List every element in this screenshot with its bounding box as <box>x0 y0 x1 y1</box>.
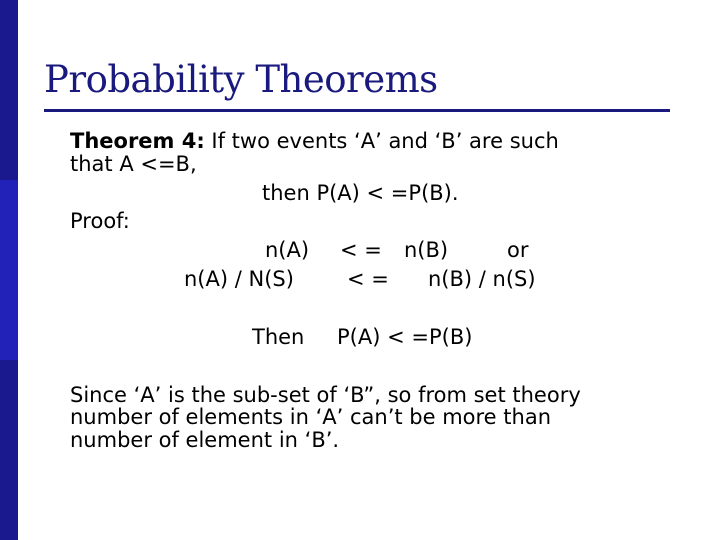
theorem-line-2: that A <=B, <box>70 152 197 176</box>
eq2-left: n(A) / N(S) <box>184 267 294 291</box>
sidebar-segment-top <box>0 0 18 180</box>
eq2-operator: < = <box>347 267 389 291</box>
conclusion-line-3: number of element in ‘B’. <box>70 428 340 452</box>
eq2-right: n(B) / n(S) <box>428 267 536 291</box>
eq1-left: n(A) <box>265 238 310 262</box>
theorem-line-3: then P(A) < =P(B). <box>262 181 459 205</box>
sidebar-bar <box>0 0 18 540</box>
then-expression: P(A) < =P(B) <box>337 325 473 349</box>
slide-title: Probability Theorems <box>44 58 438 101</box>
conclusion-line-2: number of elements in ‘A’ can’t be more than <box>70 405 552 429</box>
sidebar-segment-middle <box>0 180 18 360</box>
title-underline <box>44 109 670 112</box>
theorem-line-1 <box>70 129 559 153</box>
theorem-label: Theorem 4: <box>70 129 205 153</box>
eq1-right: n(B) <box>404 238 449 262</box>
eq1-operator: < = <box>340 238 382 262</box>
eq1-or: or <box>507 238 529 262</box>
conclusion-line-1: Since ‘A’ is the sub-set of ‘B”, so from set theory <box>70 383 581 407</box>
proof-label: Proof: <box>70 209 130 233</box>
theorem-text-1: If two events ‘A’ and ‘B’ are such <box>204 129 559 153</box>
then-label: Then <box>252 325 305 349</box>
sidebar-segment-bottom <box>0 360 18 540</box>
